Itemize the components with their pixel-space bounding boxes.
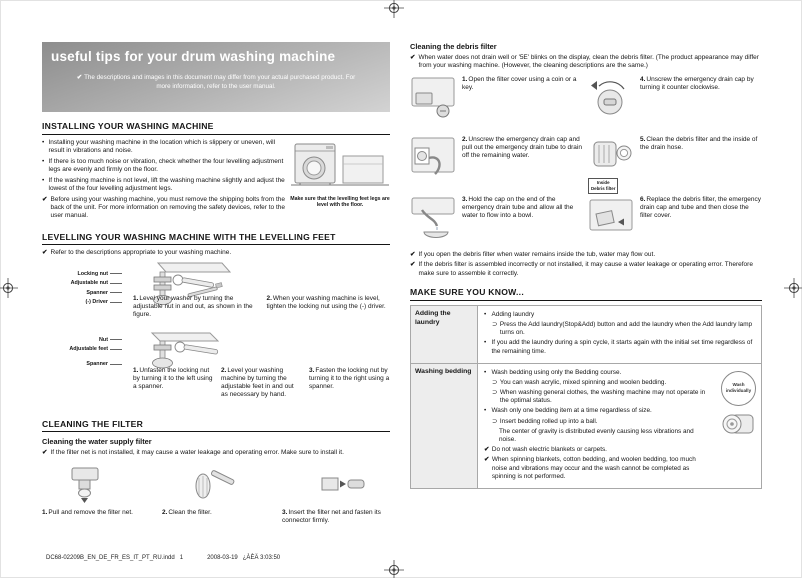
bullet-icon: • — [484, 368, 487, 376]
check-icon: ✔ — [42, 195, 48, 203]
bullet-icon: • — [484, 407, 487, 415]
debris-cell-3 — [410, 196, 584, 245]
step: 1.Open the filter cover using a coin or a key. — [462, 75, 577, 92]
bullet-icon: • — [484, 310, 487, 318]
bullet-icon: • — [484, 339, 487, 347]
banner-note — [51, 74, 381, 92]
registration-mark-right — [784, 278, 802, 298]
table-line: • Wash bedding using only the Bedding course. — [484, 368, 622, 376]
filter-step-3-illustration — [316, 464, 370, 504]
debris-warning-2 — [410, 261, 762, 278]
figure-wrap — [410, 136, 457, 185]
check-icon: ✔ — [484, 456, 490, 464]
registration-mark-left — [0, 278, 18, 298]
list-item — [42, 139, 286, 156]
diagram-label: Adjustable nut — [42, 280, 122, 286]
figure-wrap — [588, 76, 635, 125]
diagram-labels — [42, 337, 122, 371]
step: 3.Fasten the locking nut by turning it to the right using a spanner. — [309, 366, 390, 391]
sub-arrow-icon: ⊃ — [492, 378, 498, 386]
figure-wrap — [410, 76, 457, 125]
step: 2.Level your washing machine by turning the adjustable feet in and out as necessary by hand. — [221, 366, 294, 399]
levelling-diagram-2 — [42, 332, 390, 410]
levelling-diagram-1 — [42, 262, 390, 328]
footer-timestamp: 2008-03-19 ¿ÀÈÄ 3:03:50 — [207, 555, 281, 561]
step: 2.When your washing machine is level, tighten the locking nut using the (-) driver. — [266, 294, 386, 310]
filter-steps — [42, 509, 390, 526]
filter-step-2-illustration — [187, 464, 241, 504]
row-content-adding-laundry — [478, 305, 762, 363]
diagram-label: Spanner — [42, 361, 122, 367]
note-text: If the debris filter is assembled incorrectly or not installed, it may cause a water leakage or operating error. Therefore make sure to assemble it correctly. — [418, 261, 753, 277]
table-line: ✔ When spinning blankets, cotton bedding, and woolen bedding, too much noise and vibrations may occur and the wash cannot be completed as spinning is not performed. — [484, 456, 696, 480]
check-icon: ✔ — [410, 261, 416, 269]
step: 4.Unscrew the emergency drain cap by turning it counter clockwise. — [640, 75, 754, 92]
diagram-label: Adjustable feet — [42, 346, 122, 352]
debris-cell-5 — [588, 135, 762, 192]
section-heading-installing: INSTALLING YOUR WASHING MACHINE — [42, 121, 390, 135]
note-text: When water does not drain well or '5E' blinks on the display, clean the debris filter. (The product appearance may differ from your washing machine. (However, the cleaning descriptions are the same.) — [418, 54, 759, 70]
filter-note — [42, 449, 390, 457]
levelling-note — [42, 249, 390, 257]
section-heading-make-sure: MAKE SURE YOU KNOW... — [410, 287, 762, 301]
title-banner — [42, 42, 390, 112]
washing-machine-illustration — [291, 139, 389, 189]
debris-note — [410, 54, 762, 71]
step: 1.Level your washer by turning the adjustable nut in and out, as shown in the figure. — [133, 294, 253, 319]
list-item-text: Before using your washing machine, you must remove the shipping bolts from the back of the unit. For more information on removing the safety devices, refer to the user manual. — [50, 195, 285, 219]
debris-label: Debris filter — [591, 186, 616, 192]
list-item — [42, 177, 286, 194]
note-text: If you open the debris filter when water remains inside the tub, water may flow out. — [418, 250, 656, 258]
washer-figure — [290, 139, 390, 223]
list-item-check — [42, 196, 286, 221]
debris-step-grid — [410, 76, 762, 245]
debris-cell-1 — [410, 76, 584, 125]
levelling-steps-1 — [133, 295, 390, 320]
table-line: ✔ Do not wash electric blankets or carpets. — [484, 446, 607, 454]
note-text: Refer to the descriptions appropriate to your washing machine. — [50, 249, 232, 257]
make-sure-you-know-table — [410, 305, 762, 489]
debris-step-4-illustration — [588, 76, 634, 120]
step: 3.Insert the filter net and fasten its connector firmly. — [282, 508, 381, 524]
step: 5.Clean the debris filter and the inside of the drain hose. — [640, 135, 758, 152]
sub-arrow-icon: ⊃ — [492, 388, 498, 396]
step: 1.Unfasten the locking nut by turning it to the left using a spanner. — [133, 366, 213, 391]
table-line: • If you add the laundry during a spin cycle, it starts again with the initial set time regardless of the remaining time. — [484, 339, 753, 355]
table-line: ⊃ When washing general clothes, the washing machine may not operate in the optimal status. — [492, 388, 706, 405]
diagram-label: Nut — [42, 337, 122, 343]
list-item — [42, 158, 286, 175]
check-icon: ✔ — [76, 74, 83, 81]
debris-step-3-illustration — [410, 196, 456, 240]
debris-step-1-illustration — [410, 76, 456, 120]
table-line: • Wash only one bedding item at a time regardless of size. — [484, 407, 652, 415]
list-item-text: If the washing machine is not level, lift the washing machine slightly and adjust the lowest of the four levelling adjustment legs. — [48, 176, 285, 192]
registration-mark-bottom — [384, 560, 404, 578]
leader-line — [110, 339, 122, 340]
table-line: The center of gravity is distributed evenly causing less vibrations and noise. — [499, 427, 694, 443]
section-heading-levelling: LEVELLING YOUR WASHING MACHINE WITH THE LEVELLING FEET — [42, 232, 390, 246]
table-line: ⊃ You can wash acrylic, mixed spinning and woolen bedding. — [492, 378, 667, 386]
table-row — [411, 305, 762, 363]
diagram-label: Locking nut — [42, 271, 122, 277]
debris-step-5-illustration — [588, 136, 634, 176]
list-item-text: If there is too much noise or vibration, check whether the four levelling adjustment legs are evenly and firmly on the floor. — [48, 157, 284, 173]
sub-arrow-icon: ⊃ — [492, 417, 498, 425]
wash-individually-badge: Wash individually — [721, 371, 756, 406]
print-footer — [46, 555, 280, 561]
figure-wrap — [588, 196, 635, 245]
page-title: useful tips for your drum washing machine — [51, 49, 336, 64]
rolled-bedding-illustration — [721, 412, 755, 441]
diagram-label: Spanner — [42, 290, 122, 296]
section-heading-cleaning-filter: CLEANING THE FILTER — [42, 419, 390, 433]
filter-figures — [42, 462, 390, 504]
debris-filter-label — [588, 178, 618, 193]
registration-mark-top — [384, 0, 404, 18]
list-item-text: Installing your washing machine in the location which is slippery or uneven, will result in vibrations and noise. — [48, 138, 276, 154]
debris-cell-4 — [588, 76, 762, 125]
subheading-water-supply-filter: Cleaning the water supply filter — [42, 437, 152, 447]
step: 6.Replace the debris filter, the emergency drain cap and tube and then close the filter cover. — [640, 195, 761, 220]
levelling-steps-2 — [133, 367, 390, 400]
figure-wrap — [588, 136, 635, 192]
sub-arrow-icon: ⊃ — [492, 320, 498, 328]
bullet-icon: • — [42, 157, 45, 165]
check-icon: ✔ — [42, 249, 48, 257]
subheading-debris-filter: Cleaning the debris filter — [410, 42, 497, 51]
debris-cell-6 — [588, 196, 762, 245]
leader-line — [110, 273, 122, 274]
row-title-washing-bedding: Washing bedding — [411, 363, 478, 488]
check-icon: ✔ — [410, 54, 416, 61]
right-column — [410, 42, 762, 489]
table-line: • Adding laundry — [484, 310, 535, 318]
left-column — [42, 42, 390, 525]
washer-figure-caption: Make sure that the levelling feet legs are level with the floor. — [290, 195, 390, 209]
inside-label: Inside — [596, 180, 610, 186]
debris-cell-2 — [410, 136, 584, 185]
table-line: ⊃ Press the Add laundry(Stop&Add) button and add the laundry when the Add laundry lamp turns on. — [492, 320, 753, 337]
diagram-label: (-) Driver — [42, 299, 122, 305]
leader-line — [110, 283, 122, 284]
diagram-labels — [42, 271, 122, 309]
leader-line — [110, 349, 122, 350]
check-icon: ✔ — [410, 250, 416, 258]
banner-note-text: The descriptions and images in this document may differ from your actual purchased product. For more information, refer to the user manual. — [84, 74, 356, 90]
footer-file-name: DC68-02209B_EN_DE_FR_ES_IT_PT_RU.indd 1 — [46, 555, 184, 561]
debris-step-6-illustration — [588, 196, 634, 240]
table-row — [411, 363, 762, 488]
step: 3.Hold the cap on the end of the emergency drain tube and allow all the water to flow into a bowl. — [462, 195, 574, 220]
filter-step-1-illustration — [58, 464, 112, 504]
step: 2.Unscrew the emergency drain cap and pull out the emergency drain tube to drain off the remaining water. — [462, 135, 582, 160]
leader-line — [110, 302, 122, 303]
leader-line — [110, 364, 122, 365]
row-title-adding-laundry: Adding the laundry — [411, 305, 478, 363]
step: 1.Pull and remove the filter net. — [42, 508, 133, 516]
leader-line — [110, 292, 122, 293]
debris-warning-1 — [410, 251, 762, 259]
step: 2.Clean the filter. — [162, 508, 212, 516]
bullet-icon: • — [42, 176, 45, 184]
note-text: If the filter net is not installed, it may cause a water leakage and operating error. Make sure to install it. — [50, 449, 344, 457]
check-icon: ✔ — [484, 446, 490, 454]
installing-section — [42, 139, 390, 223]
installing-bullet-list — [42, 139, 290, 223]
bullet-icon: • — [42, 138, 45, 146]
debris-step-2-illustration — [410, 136, 456, 180]
table-line: ⊃ Insert bedding rolled up into a ball. — [492, 417, 598, 425]
figure-wrap — [410, 196, 457, 245]
row-content-washing-bedding — [478, 363, 762, 488]
check-icon: ✔ — [42, 449, 48, 457]
